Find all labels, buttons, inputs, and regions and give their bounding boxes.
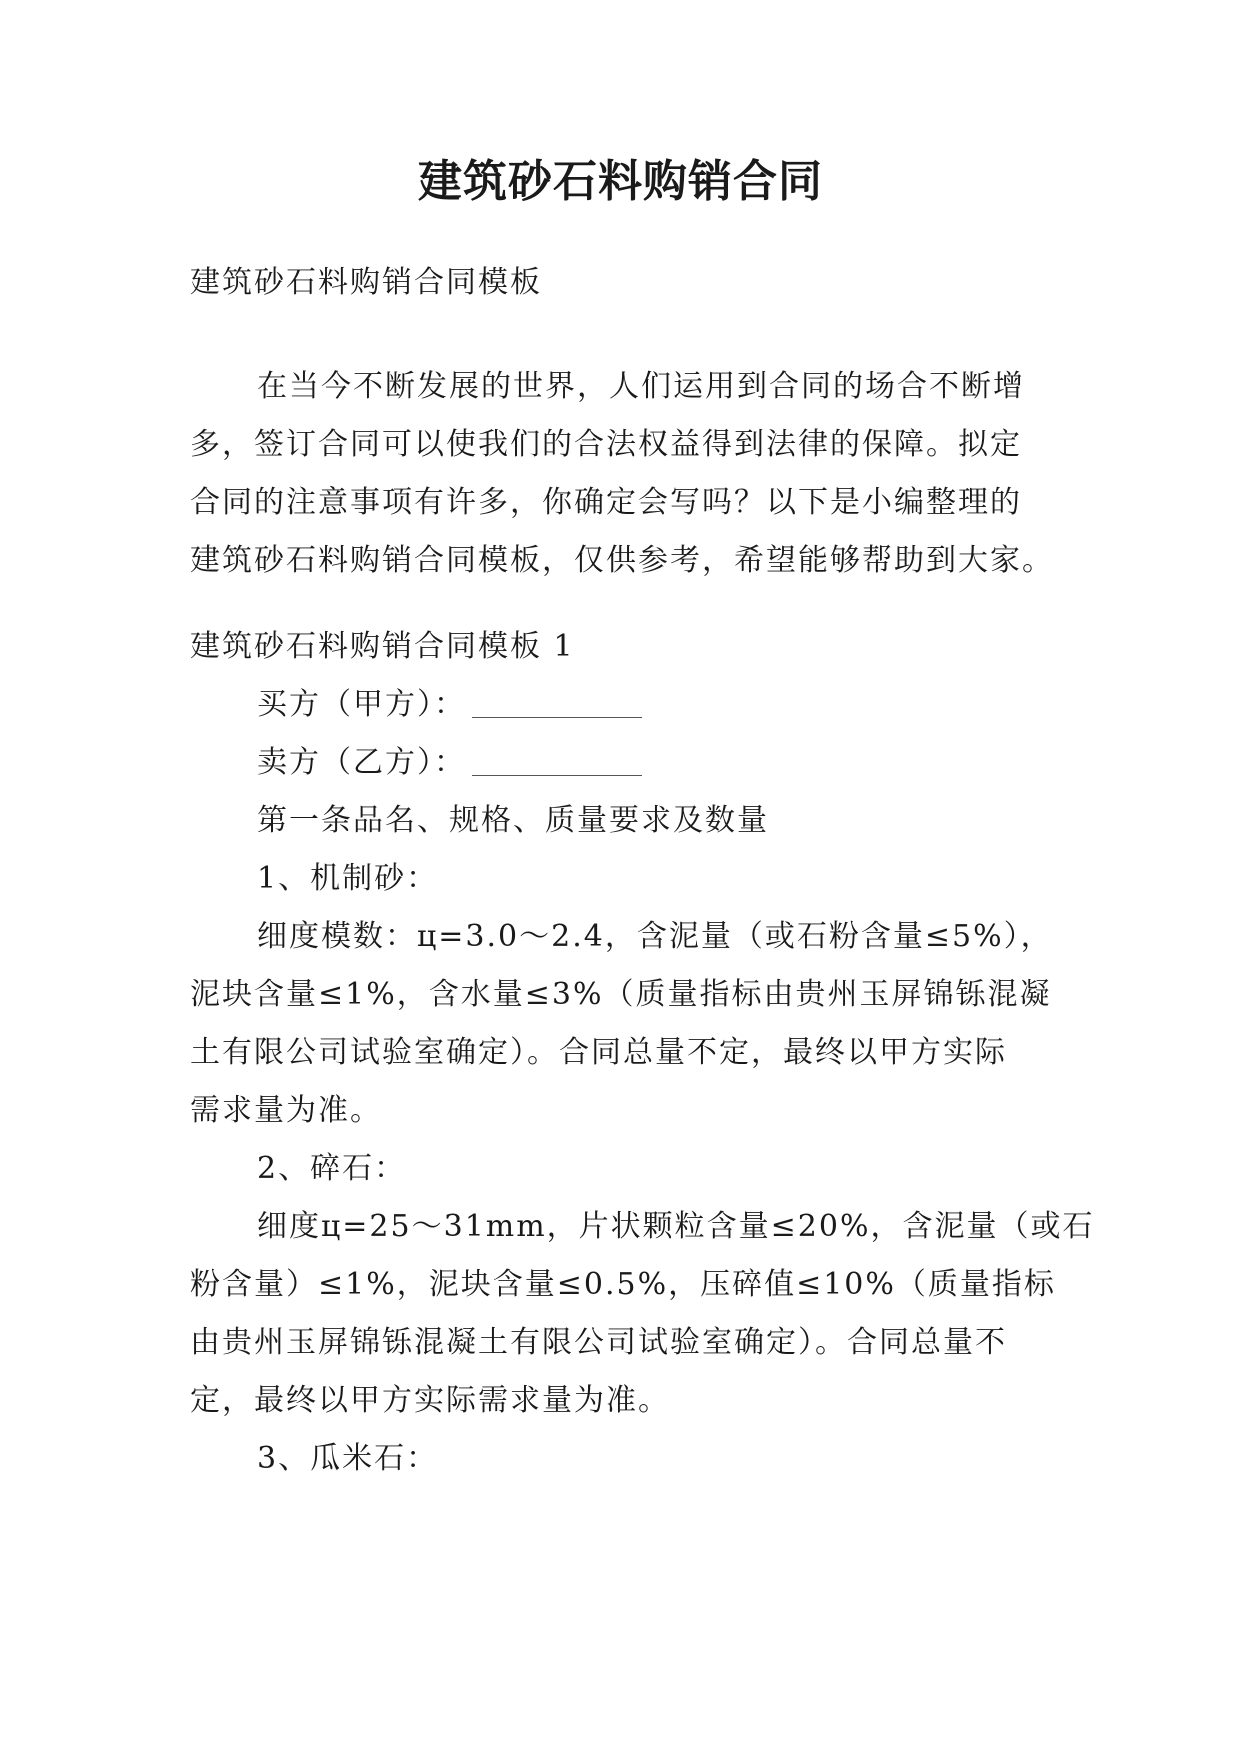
seller-label: 卖方（乙方）： <box>257 745 466 780</box>
item1-line: 泥块含量≤1%，含水量≤3%（质量指标由贵州玉屏锦铄混凝 <box>190 977 1052 1012</box>
intro-line: 多，签订合同可以使我们的合法权益得到法律的保障。拟定 <box>190 427 1022 462</box>
intro-line: 合同的注意事项有许多，你确定会写吗？以下是小编整理的 <box>190 485 1022 520</box>
seller-line <box>190 734 1050 792</box>
item2-line: 细度ц=25～31mm，片状颗粒含量≤20%，含泥量（或石 <box>257 1209 1095 1244</box>
template-heading: 建筑砂石料购销合同模板 1 <box>190 629 575 664</box>
document-title: 建筑砂石料购销合同 <box>418 156 823 207</box>
document-subtitle: 建筑砂石料购销合同模板 <box>190 265 542 300</box>
contract-body <box>190 618 1095 1488</box>
intro-line: 在当今不断发展的世界，人们运用到合同的场合不断增 <box>257 369 1025 404</box>
item2-line: 定，最终以甲方实际需求量为准。 <box>190 1383 670 1418</box>
buyer-label: 买方（甲方）： <box>257 687 466 722</box>
item2-line: 粉含量）≤1%，泥块含量≤0.5%，压碎值≤10%（质量指标 <box>190 1267 1056 1302</box>
item1-line: 土有限公司试验室确定）。合同总量不定，最终以甲方实际 <box>190 1035 1007 1070</box>
article1-heading: 第一条品名、规格、质量要求及数量 <box>257 803 769 838</box>
seller-blank <box>472 753 642 776</box>
item3-heading: 3、瓜米石： <box>257 1441 439 1476</box>
intro-line: 建筑砂石料购销合同模板，仅供参考，希望能够帮助到大家。 <box>190 543 1054 578</box>
buyer-line <box>190 676 1050 734</box>
buyer-blank <box>472 695 642 718</box>
item1-line: 需求量为准。 <box>190 1093 382 1128</box>
intro-paragraph <box>190 358 1054 590</box>
item2-line: 由贵州玉屏锦铄混凝土有限公司试验室确定）。合同总量不 <box>190 1325 1007 1360</box>
item1-heading: 1、机制砂： <box>257 861 439 896</box>
subtitle-block <box>190 254 1050 312</box>
item2-heading: 2、碎石： <box>257 1151 407 1186</box>
item1-line: 细度模数：ц=3.0～2.4，含泥量（或石粉含量≤5%）， <box>257 919 1053 954</box>
